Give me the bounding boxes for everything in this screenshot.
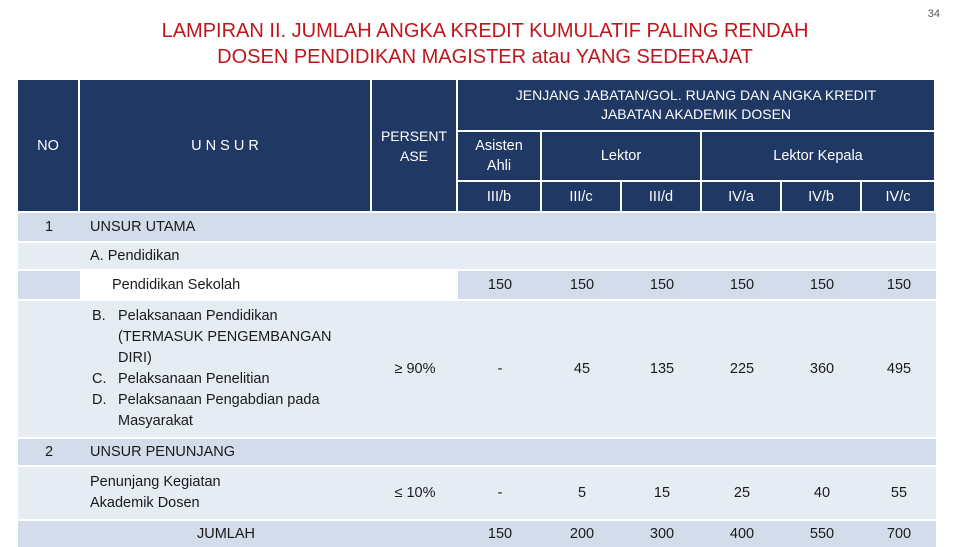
value-cell: 150 (458, 521, 542, 547)
table-row (18, 521, 936, 547)
value-cell: 135 (622, 301, 702, 439)
empty-cell (372, 521, 458, 547)
table-row (18, 243, 936, 271)
value-cell: 225 (702, 301, 782, 439)
row-no: 1 (18, 213, 80, 243)
value-cell: 400 (702, 521, 782, 547)
value-cell: - (458, 301, 542, 439)
row-label: UNSUR PENUNJANG (80, 439, 936, 467)
row-label: A. Pendidikan (80, 243, 936, 271)
header-gol-ivb: IV/b (782, 182, 862, 213)
value-cell: 150 (622, 271, 702, 301)
empty-cell (372, 271, 458, 301)
value-cell: 25 (702, 467, 782, 521)
value-cell: 150 (542, 271, 622, 301)
header-persentase: PERSENT ASE (372, 80, 458, 213)
header-gol-ivc: IV/c (862, 182, 936, 213)
persentase-cell: ≤ 10% (372, 467, 458, 521)
value-cell: 15 (622, 467, 702, 521)
value-cell: 200 (542, 521, 622, 547)
value-cell: - (458, 467, 542, 521)
value-cell: 495 (862, 301, 936, 439)
persentase-cell: ≥ 90% (372, 301, 458, 439)
table-row (18, 213, 936, 243)
page-number: 34 (927, 8, 940, 20)
value-cell: 700 (862, 521, 936, 547)
header-lektor: Lektor (542, 132, 702, 182)
list-item: B. Pelaksanaan Pendidikan (TERMASUK PENGEMBANGAN DIRI) (92, 308, 332, 366)
list-item: D. Pelaksanaan Pengabdian pada Masyarakat (92, 392, 320, 429)
row-label: Pendidikan Sekolah (80, 271, 372, 301)
header-gol-iiib: III/b (458, 182, 542, 213)
header-gol-iiid: III/d (622, 182, 702, 213)
value-cell: 45 (542, 301, 622, 439)
row-label: UNSUR UTAMA (80, 213, 936, 243)
empty-cell (18, 301, 80, 439)
page-title (120, 18, 850, 70)
value-cell: 150 (862, 271, 936, 301)
header-gol-iiic: III/c (542, 182, 622, 213)
table-row (18, 439, 936, 467)
value-cell: 150 (702, 271, 782, 301)
value-cell: 550 (782, 521, 862, 547)
value-cell: 55 (862, 467, 936, 521)
value-cell: 5 (542, 467, 622, 521)
header-unsur: U N S U R (80, 80, 372, 213)
table-row (18, 467, 936, 521)
title-line-1: LAMPIRAN II. JUMLAH ANGKA KREDIT KUMULATIF PALING RENDAH (161, 20, 809, 42)
header-no: NO (18, 80, 80, 213)
header-gol-iva: IV/a (702, 182, 782, 213)
value-cell: 150 (782, 271, 862, 301)
list-item: C. Pelaksanaan Penelitian (92, 371, 270, 387)
bcd-list-cell (80, 301, 372, 439)
header-jenjang: JENJANG JABATAN/GOL. RUANG DAN ANGKA KREDIT JABATAN AKADEMIK DOSEN (458, 80, 936, 132)
value-cell: 150 (458, 271, 542, 301)
header-asisten-ahli: Asisten Ahli (458, 132, 542, 182)
title-line-2: DOSEN PENDIDIKAN MAGISTER atau YANG SEDERAJAT (217, 46, 753, 68)
row-label: JUMLAH (80, 521, 372, 547)
empty-cell (18, 243, 80, 271)
value-cell: 300 (622, 521, 702, 547)
bcd-list (90, 306, 364, 432)
angka-kredit-table (18, 80, 936, 547)
row-no: 2 (18, 439, 80, 467)
value-cell: 360 (782, 301, 862, 439)
empty-cell (18, 467, 80, 521)
header-lektor-kepala: Lektor Kepala (702, 132, 936, 182)
table-row (18, 301, 936, 439)
row-label: Penunjang Kegiatan Akademik Dosen (80, 467, 372, 521)
empty-cell (18, 271, 80, 301)
table-row (18, 271, 936, 301)
value-cell: 40 (782, 467, 862, 521)
empty-cell (18, 521, 80, 547)
